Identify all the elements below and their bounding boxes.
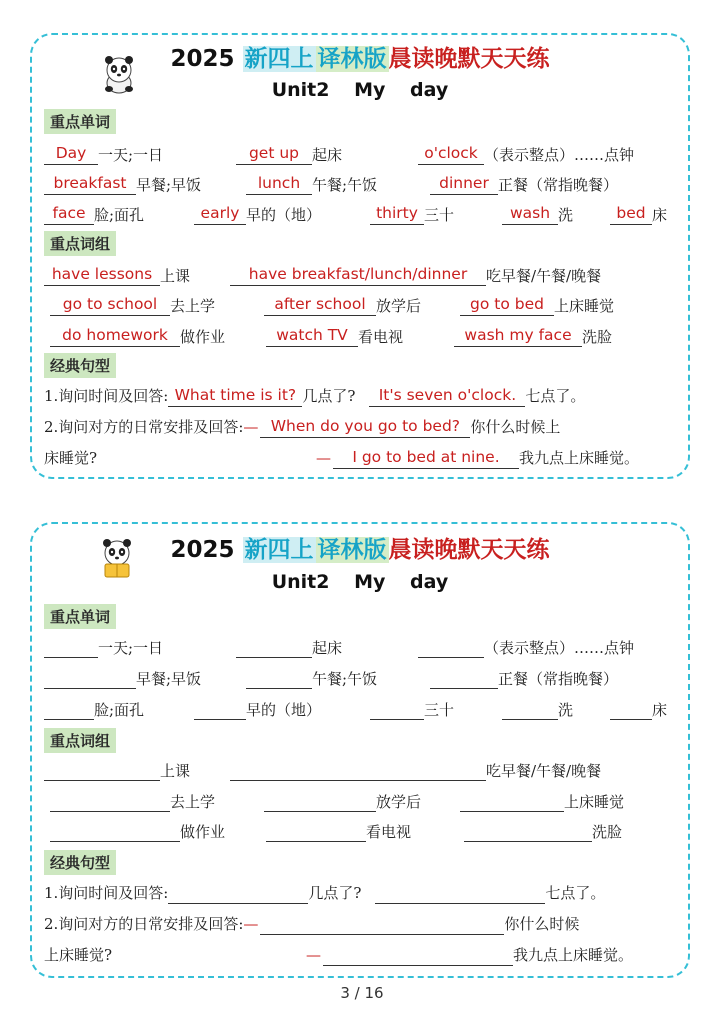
answer-blank: wash my face (454, 325, 582, 347)
word-meaning: 一天;一日 (98, 146, 164, 164)
section-key-sentences: 经典句型 (44, 850, 116, 875)
answer-blank[interactable] (236, 636, 312, 658)
sentence-2-question (44, 913, 579, 935)
practice-card-answers (30, 33, 690, 479)
answer-blank: watch TV (266, 325, 358, 347)
answer-blank[interactable] (264, 790, 376, 812)
word-meaning: 早的（地） (246, 206, 322, 224)
phrase-row-1 (44, 264, 680, 286)
phrase-item (50, 325, 225, 347)
phrase-meaning: 吃早餐/午餐/晚餐 (486, 762, 602, 780)
sentence-prompt: 2.询问对方的日常安排及回答: (44, 418, 244, 436)
word-item (194, 203, 321, 225)
word-meaning: （表示整点）……点钟 (484, 639, 635, 657)
word-row-1 (44, 143, 680, 165)
word-row-2 (44, 173, 680, 195)
phrase-item (264, 790, 421, 812)
answer-blank[interactable] (44, 759, 160, 781)
sentence-meaning: 我九点上床睡觉。 (519, 449, 640, 467)
answer-blank: Day (44, 143, 98, 165)
page-number: 3 / 16 (340, 984, 384, 1002)
sentence-meaning: 你什么时候 (504, 915, 580, 933)
sentence-meaning: 几点了? (302, 387, 356, 405)
sentence-prompt: 1.询问时间及回答: (44, 387, 169, 405)
answer-blank[interactable] (266, 820, 366, 842)
word-meaning: 起床 (312, 639, 343, 657)
sentence-meaning: 几点了? (308, 884, 362, 902)
unit-name: My day (354, 79, 449, 101)
word-meaning: 床 (652, 206, 668, 224)
title-publisher: 译林版 (317, 46, 387, 72)
word-item (418, 143, 634, 165)
phrase-item (460, 294, 614, 316)
phrase-meaning: 上课 (160, 762, 191, 780)
sentence-prompt: 2.询问对方的日常安排及回答: (44, 915, 244, 933)
phrase-row-2 (44, 294, 680, 316)
word-item (236, 636, 342, 658)
word-item (246, 667, 377, 689)
answer-blank[interactable] (610, 698, 652, 720)
answer-blank[interactable] (464, 820, 592, 842)
word-item (502, 203, 573, 225)
title-grade: 新四上 (244, 46, 314, 72)
phrase-item (230, 264, 601, 286)
sentence-1 (44, 882, 605, 904)
word-row-2 (44, 667, 680, 689)
answer-blank: breakfast (44, 173, 136, 195)
word-meaning: （表示整点）……点钟 (484, 146, 635, 164)
answer-blank[interactable] (418, 636, 484, 658)
word-meaning: 起床 (312, 146, 343, 164)
word-row-3 (44, 203, 680, 225)
answer-blank[interactable] (260, 913, 504, 935)
answer-blank: do homework (50, 325, 180, 347)
unit-subtitle (32, 79, 688, 101)
title-publisher: 译林版 (317, 537, 387, 563)
word-meaning: 正餐（常指晚餐） (498, 670, 619, 688)
phrase-meaning: 看电视 (358, 328, 404, 346)
phrase-item (50, 790, 215, 812)
page-title (32, 534, 688, 566)
answer-blank[interactable] (430, 667, 498, 689)
answer-blank: go to school (50, 294, 170, 316)
phrase-item (44, 759, 190, 781)
word-meaning: 床 (652, 701, 668, 719)
phrase-row-2 (44, 790, 680, 812)
answer-blank: face (44, 203, 94, 225)
answer-blank[interactable] (502, 698, 558, 720)
phrase-meaning: 做作业 (180, 328, 226, 346)
word-item (246, 173, 377, 195)
phrase-meaning: 去上学 (170, 793, 216, 811)
word-item (44, 667, 201, 689)
section-key-sentences: 经典句型 (44, 353, 116, 378)
sentence-2-answer (44, 447, 639, 469)
phrase-row-1 (44, 759, 680, 781)
phrase-meaning: 去上学 (170, 297, 216, 315)
answer-blank: lunch (246, 173, 312, 195)
unit-subtitle (32, 571, 688, 593)
word-item (44, 636, 163, 658)
answer-blank: go to bed (460, 294, 554, 316)
word-meaning: 早的（地） (246, 701, 322, 719)
dash-mark: — (316, 449, 331, 467)
answer-blank[interactable] (168, 882, 308, 904)
answer-blank: dinner (430, 173, 498, 195)
word-item (44, 203, 144, 225)
sentence-2-question (44, 416, 560, 438)
phrase-meaning: 洗脸 (592, 823, 623, 841)
phrase-item (266, 325, 403, 347)
word-item (44, 173, 201, 195)
word-meaning: 午餐;午饭 (312, 176, 378, 194)
answer-blank[interactable] (375, 882, 545, 904)
sentence-meaning: 床睡觉? (44, 449, 98, 467)
practice-card-blank (30, 522, 690, 978)
sentence-meaning: 七点了。 (545, 884, 606, 902)
word-meaning: 正餐（常指晚餐） (498, 176, 619, 194)
title-year: 2025 (170, 537, 235, 563)
word-meaning: 洗 (558, 701, 574, 719)
word-meaning: 三十 (424, 701, 455, 719)
answer-blank: What time is it? (168, 385, 302, 407)
answer-blank[interactable] (50, 820, 180, 842)
word-meaning: 一天;一日 (98, 639, 164, 657)
word-meaning: 午餐;午饭 (312, 670, 378, 688)
answer-blank: get up (236, 143, 312, 165)
word-item (610, 698, 667, 720)
phrase-item (50, 820, 225, 842)
phrase-item (50, 294, 215, 316)
phrase-meaning: 上课 (160, 267, 191, 285)
word-item (502, 698, 573, 720)
section-key-words: 重点单词 (44, 604, 116, 629)
phrase-meaning: 上床睡觉 (564, 793, 625, 811)
answer-blank: o'clock (418, 143, 484, 165)
word-item (370, 698, 454, 720)
phrase-row-3 (44, 325, 680, 347)
answer-blank: bed (610, 203, 652, 225)
answer-blank: wash (502, 203, 558, 225)
phrase-item (266, 820, 411, 842)
word-item (430, 173, 618, 195)
answer-blank[interactable] (50, 790, 170, 812)
sentence-1 (44, 385, 585, 407)
answer-blank[interactable] (44, 636, 98, 658)
answer-blank: early (194, 203, 246, 225)
word-item (370, 203, 454, 225)
section-key-phrases: 重点词组 (44, 728, 116, 753)
answer-blank[interactable] (44, 667, 136, 689)
dash-mark: — (306, 946, 321, 964)
dash-mark: — (243, 915, 259, 933)
answer-blank: It's seven o'clock. (369, 385, 525, 407)
answer-blank: have breakfast/lunch/dinner (230, 264, 486, 286)
title-rest: 晨读晚默天天练 (388, 536, 550, 563)
word-row-3 (44, 698, 680, 720)
answer-blank[interactable] (323, 944, 513, 966)
word-item (44, 698, 144, 720)
answer-blank: I go to bed at nine. (333, 447, 519, 469)
sentence-meaning: 你什么时候上 (470, 418, 561, 436)
word-meaning: 脸;面孔 (94, 206, 145, 224)
phrase-item (464, 820, 622, 842)
answer-blank[interactable] (370, 698, 424, 720)
answer-blank: thirty (370, 203, 424, 225)
sentence-meaning: 我九点上床睡觉。 (513, 946, 634, 964)
unit-label: Unit2 (271, 571, 330, 593)
word-item (194, 698, 321, 720)
phrase-item (230, 759, 601, 781)
phrase-item (454, 325, 612, 347)
phrase-meaning: 吃早餐/午餐/晚餐 (486, 267, 602, 285)
word-item (418, 636, 634, 658)
phrase-meaning: 放学后 (376, 297, 422, 315)
answer-blank[interactable] (246, 667, 312, 689)
word-item (44, 143, 163, 165)
title-year: 2025 (170, 46, 235, 72)
phrase-item (44, 264, 190, 286)
phrase-row-3 (44, 820, 680, 842)
answer-blank[interactable] (230, 759, 486, 781)
answer-blank[interactable] (44, 698, 94, 720)
word-meaning: 三十 (424, 206, 455, 224)
phrase-meaning: 放学后 (376, 793, 422, 811)
phrase-meaning: 洗脸 (582, 328, 613, 346)
section-key-words: 重点单词 (44, 109, 116, 134)
title-grade: 新四上 (244, 537, 314, 563)
word-meaning: 早餐;早饭 (136, 670, 202, 688)
sentence-meaning: 上床睡觉? (44, 946, 113, 964)
word-item (430, 667, 618, 689)
answer-blank: after school (264, 294, 376, 316)
word-item (236, 143, 342, 165)
section-key-phrases: 重点词组 (44, 231, 116, 256)
answer-blank: have lessons (44, 264, 160, 286)
phrase-item (264, 294, 421, 316)
page-title (32, 43, 688, 75)
answer-blank[interactable] (460, 790, 564, 812)
phrase-meaning: 看电视 (366, 823, 412, 841)
sentence-2-answer (44, 944, 633, 966)
word-meaning: 脸;面孔 (94, 701, 145, 719)
answer-blank: When do you go to bed? (260, 416, 470, 438)
phrase-meaning: 上床睡觉 (554, 297, 615, 315)
dash-mark: — (243, 418, 259, 436)
word-item (610, 203, 667, 225)
phrase-item (460, 790, 624, 812)
word-meaning: 洗 (558, 206, 574, 224)
sentence-prompt: 1.询问时间及回答: (44, 884, 169, 902)
title-rest: 晨读晚默天天练 (388, 45, 550, 72)
unit-label: Unit2 (271, 79, 330, 101)
unit-name: My day (354, 571, 449, 593)
phrase-meaning: 做作业 (180, 823, 226, 841)
answer-blank[interactable] (194, 698, 246, 720)
word-meaning: 早餐;早饭 (136, 176, 202, 194)
word-row-1 (44, 636, 680, 658)
sentence-meaning: 七点了。 (525, 387, 586, 405)
